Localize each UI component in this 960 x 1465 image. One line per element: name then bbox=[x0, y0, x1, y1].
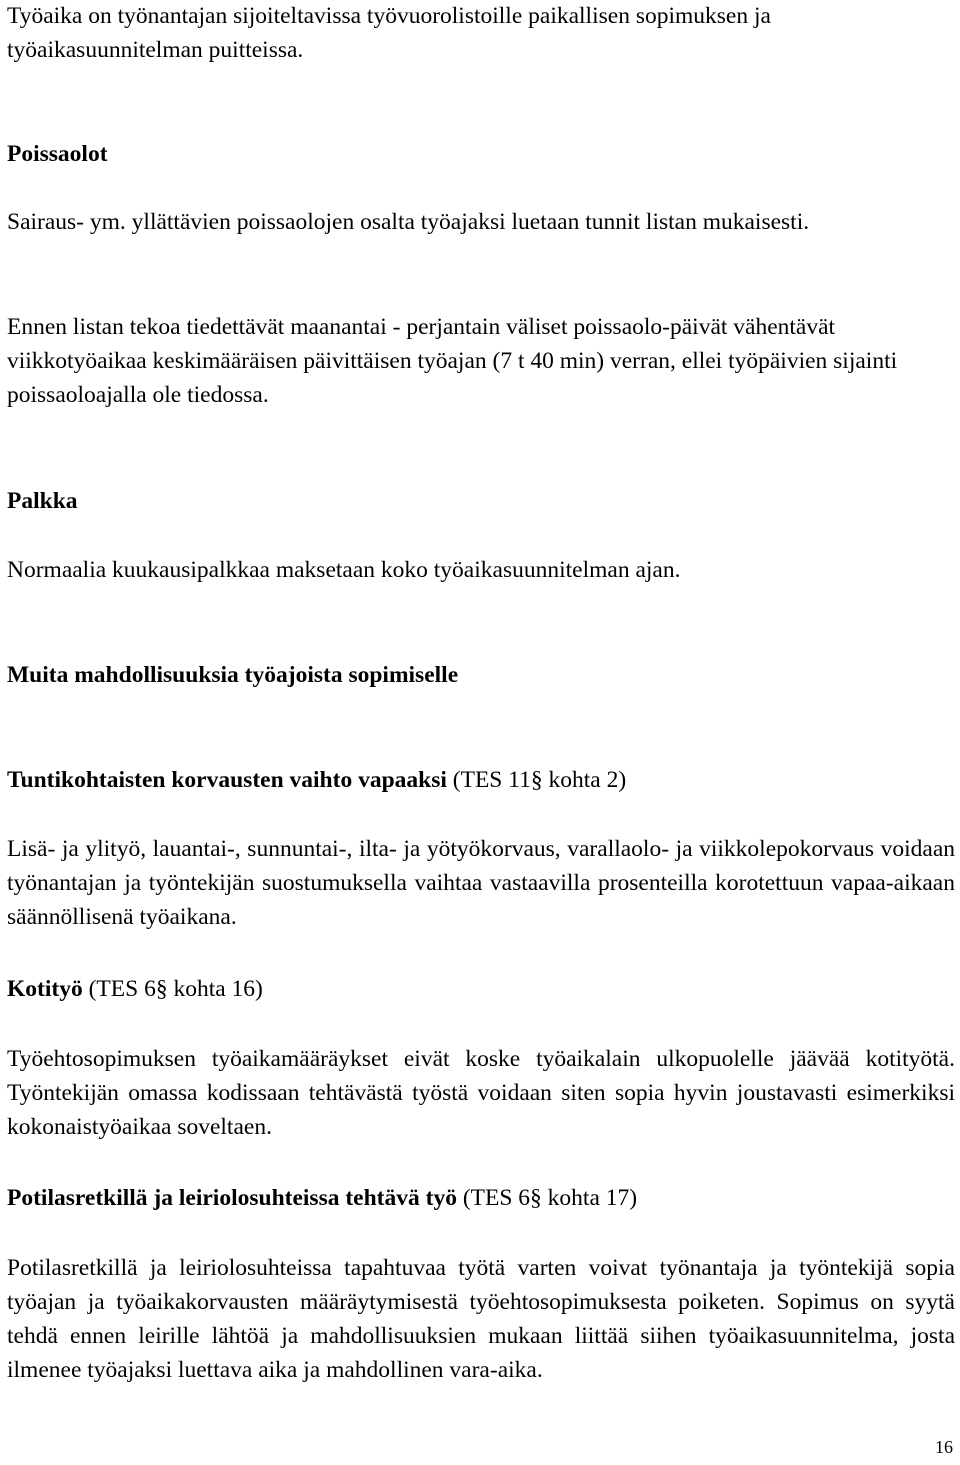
tuntikohtaiset-paragraph: Lisä- ja ylityö, lauantai-, sunnuntai-, ilta- ja yötyökorvaus, varallaolo- ja viikkolepokorvaus voidaan työnantajan ja työntekijän suostumuksella vaihtaa vastaavilla prosenteilla korotettuun vapaa-aikaan säännöllisenä työaikana. bbox=[7, 836, 955, 930]
poissaolot-paragraph-2: Ennen listan tekoa tiedettävät maanantai - perjantain väliset poissaolo-päivät vähentävät viikkotyöaikaa keskimääräisen päivittäisen työajan (7 t 40 min) verran, ellei työpäivien sijainti poissaoloajalla ole tiedossa. bbox=[7, 314, 898, 408]
kotityo-reference: (TES 6§ kohta 16) bbox=[82, 976, 263, 1002]
potilasretki-reference: (TES 6§ kohta 17) bbox=[456, 1185, 638, 1211]
tuntikohtaiset-heading-line bbox=[7, 763, 955, 797]
intro-paragraph: Työaika on työnantajan sijoiteltavissa työvuorolistoille paikallisen sopimuksen ja työaikasuunnitelman puitteissa. bbox=[7, 3, 771, 63]
tuntikohtaiset-reference: (TES 11§ kohta 2) bbox=[446, 767, 627, 793]
palkka-paragraph: Normaalia kuukausipalkkaa maksetaan koko työaikasuunnitelman ajan. bbox=[7, 557, 681, 583]
poissaolot-paragraph-1: Sairaus- ym. yllättävien poissaolojen osalta työajaksi luetaan tunnit listan mukaisesti. bbox=[7, 209, 810, 235]
kotityo-paragraph: Työehtosopimuksen työaikamääräykset eivät koske työaikalain ulkopuolelle jäävää kotityötä. Työntekijän omassa kodissaan tehtävästä työstä voidaan siten sopia hyvin joustavasti esimerkiksi kokonaistyöaikaa soveltaen. bbox=[7, 1046, 955, 1140]
heading-kotityo: Kotityö bbox=[7, 976, 83, 1002]
potilasretki-paragraph: Potilasretkillä ja leiriolosuhteissa tapahtuvaa työtä varten voivat työnantaja ja työntekijä sopia työajan ja työaikakorvausten määräytymisestä työehtosopimuksesta poiketen. Sopimus on syytä tehdä ennen leirille lähtöä ja mahdollisuuksien mukaan liittää siihen työaikasuunnitelma, josta ilmenee työajaksi luettava aika ja mahdollinen vara-aika. bbox=[7, 1255, 955, 1383]
potilasretki-heading-line bbox=[7, 1181, 955, 1215]
heading-potilasretki: Potilasretkillä ja leiriolosuhteissa tehtävä työ bbox=[7, 1185, 457, 1211]
kotityo-heading-line bbox=[7, 972, 955, 1006]
heading-muita-mahdollisuuksia: Muita mahdollisuuksia työajoista sopimiselle bbox=[7, 662, 459, 688]
heading-tuntikohtaiset: Tuntikohtaisten korvausten vaihto vapaaksi bbox=[7, 767, 447, 793]
page-number: 16 bbox=[935, 1437, 953, 1457]
heading-palkka: Palkka bbox=[7, 488, 78, 514]
heading-poissaolot: Poissaolot bbox=[7, 141, 108, 167]
